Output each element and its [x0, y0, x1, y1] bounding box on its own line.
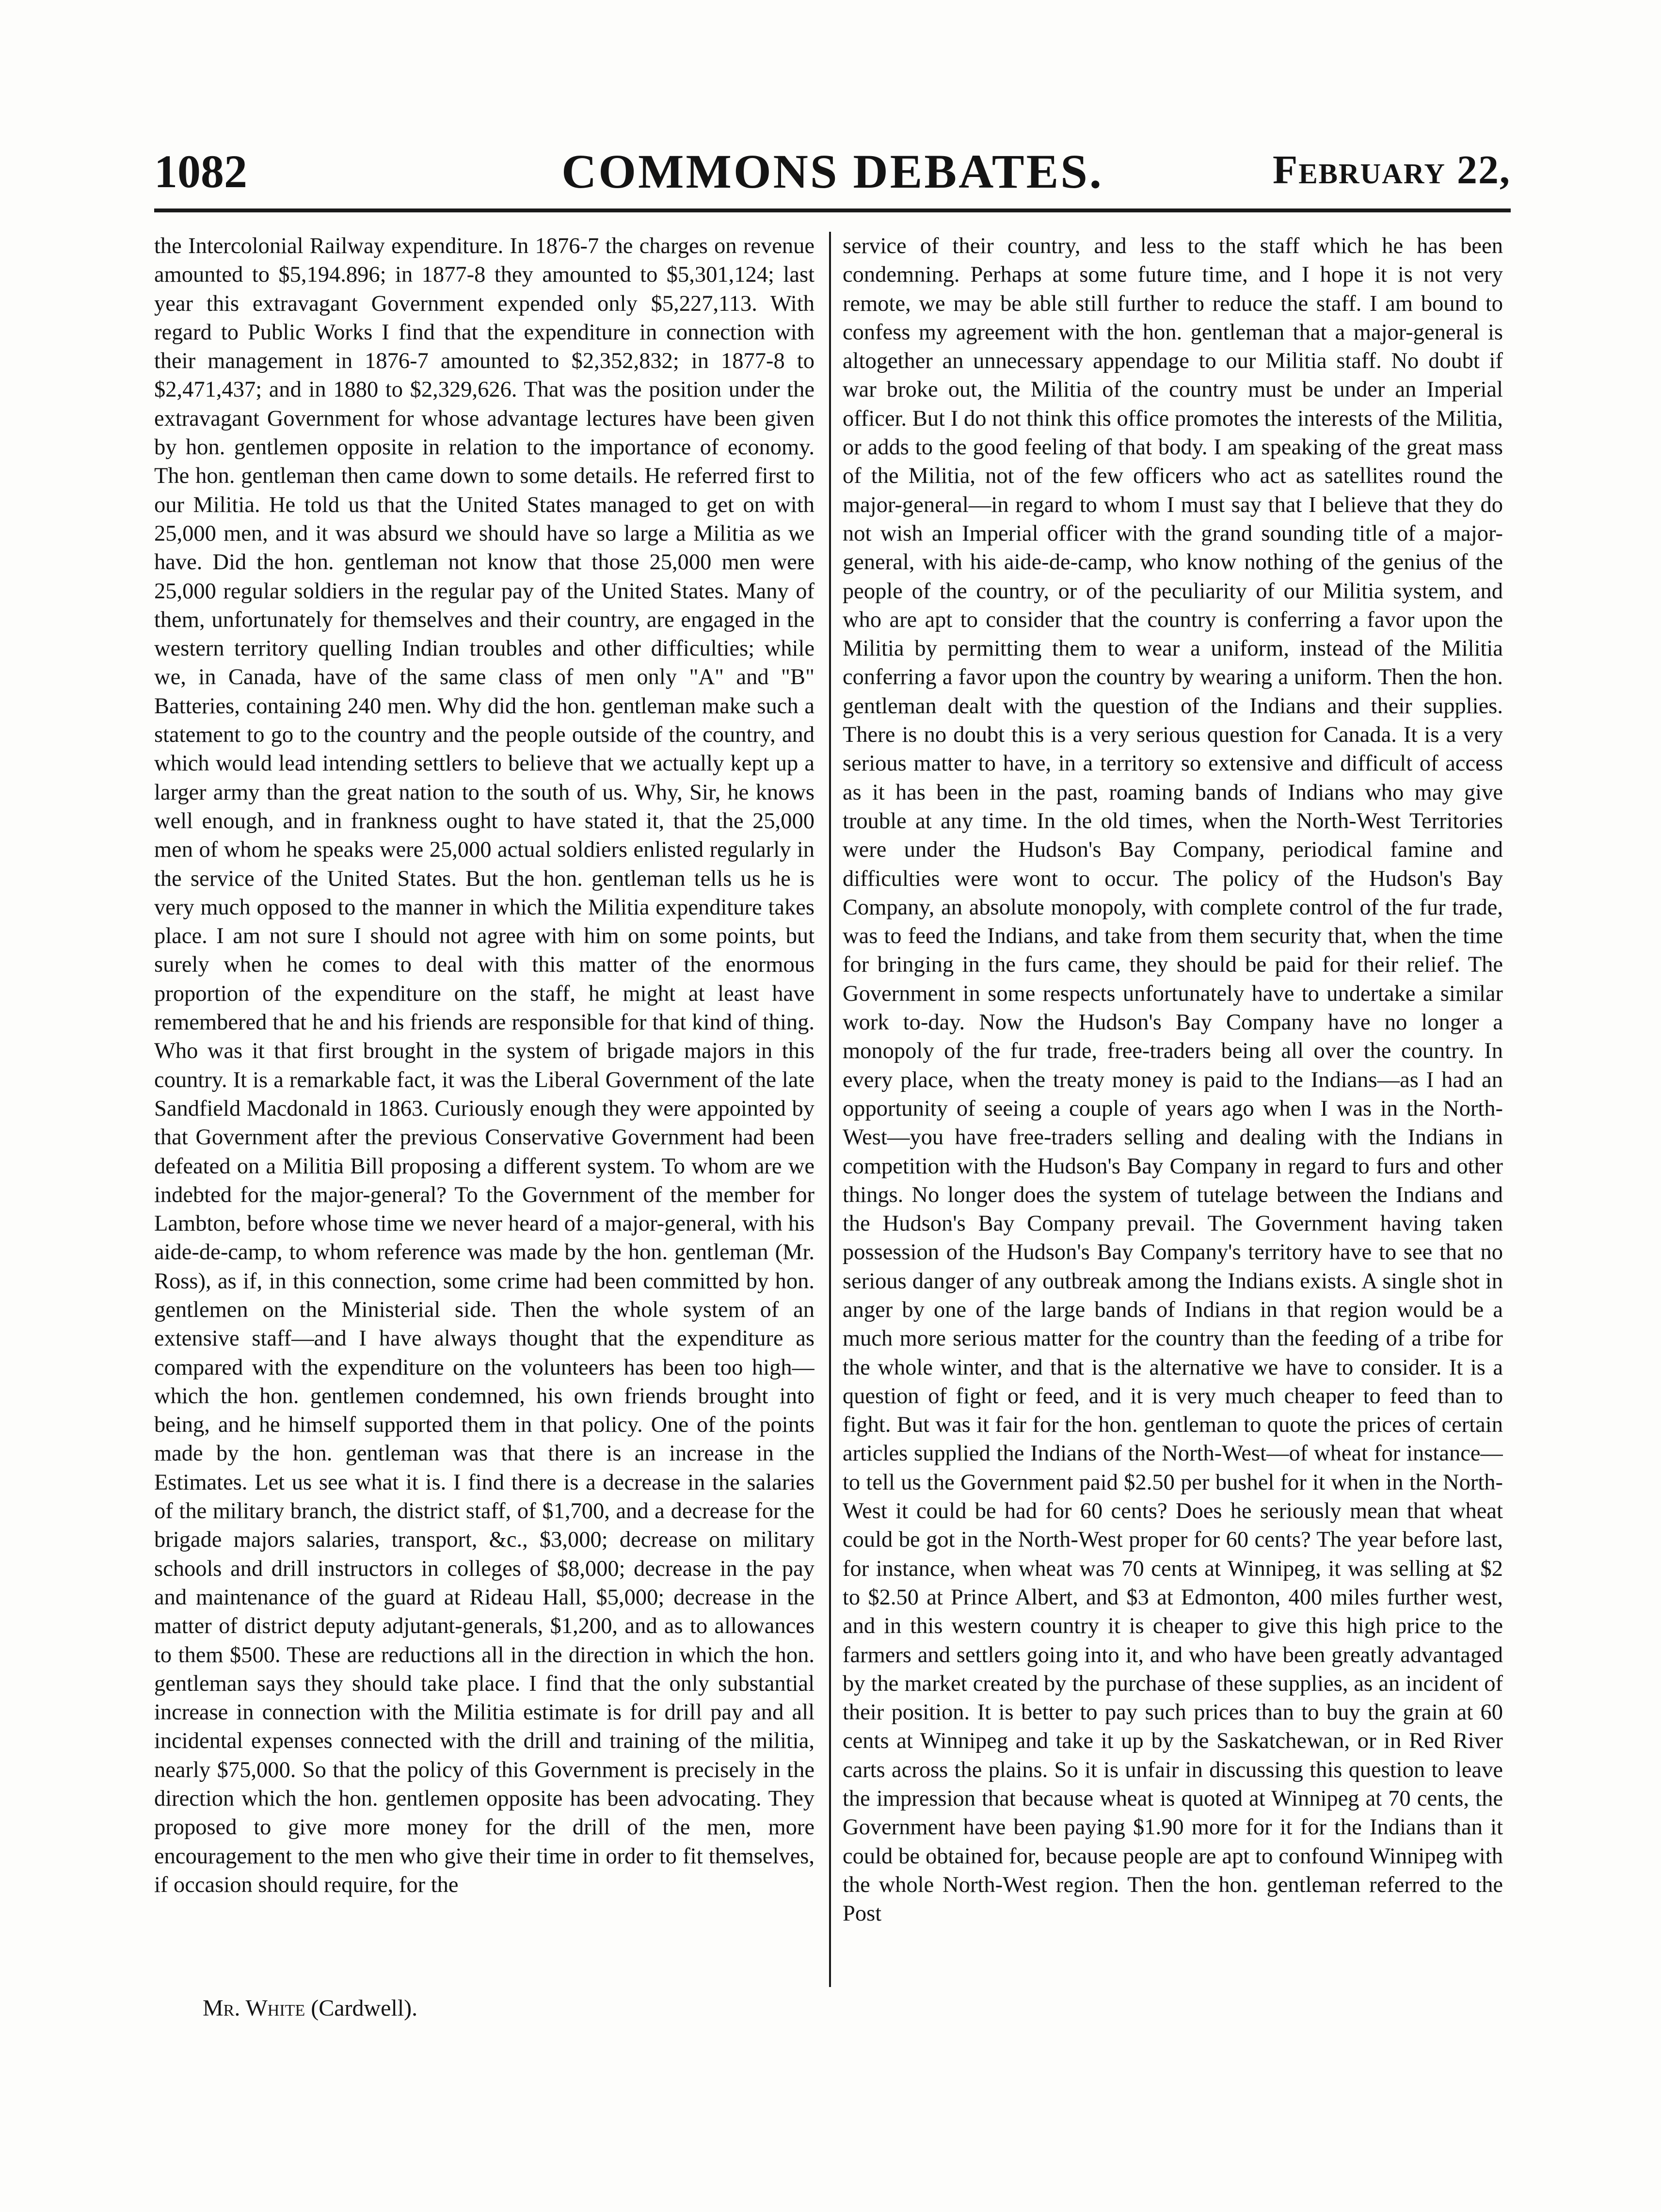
page-date: February 22,: [1273, 147, 1511, 192]
right-column-text: service of their country, and less to the staff which he has been condemning. Perhaps at some future time, and I hope it is not very remote, we may be able still further to reduce the staff. I am bound to confess my agreement with the hon. gentleman that a major-general is altogether an unnecessary appendage to our Militia staff. No doubt if war broke out, the Militia of the country must be under an Imperial officer. But I do not think this office promotes the interests of the Militia, or adds to the good feeling of that body. I am speaking of the great mass of the Militia, not of the few officers who act as satellites round the major-general—in regard to whom I must say that I believe that they do not wish an Imperial officer with the grand sounding title of a major-general, with his aide-de-camp, who know nothing of the genius of the people of the country, or of the peculiarity of our Militia system, and who are apt to consider that the country is conferring a favor upon the Militia by permitting them to wear a uniform, instead of the Militia conferring a favor upon the country by wearing a uniform. Then the hon. gentleman dealt with the question of the Indians and their supplies. There is no doubt this is a very serious question for Canada. It is a very serious matter to have, in a territory so extensive and difficult of access as it has been in the past, roaming bands of Indians who may give trouble at any time. In the old times, when the North-West Territories were under the Hudson's Bay Company, periodical famine and difficulties were wont to occur. The policy of the Hudson's Bay Company, an absolute monopoly, with complete control of the fur trade, was to feed the Indians, and take from them security that, when the time for bringing in the furs came, they should be paid for their relief. The Government in some respects unfortunately have to undertake a similar work to-day. Now the Hudson's Bay Company have no longer a monopoly of the fur trade, free-traders being all over the country. In every place, when the treaty money is paid to the Indians—as I had an opportunity of seeing a couple of years ago when I was in the North-West—you have free-traders selling and dealing with the Indians in competition with the Hudson's Bay Company in regard to furs and other things. No longer does the system of tutelage between the Indians and the Hudson's Bay Company prevail. The Government having taken possession of the Hudson's Bay Company's territory have to see that no serious danger of any outbreak among the Indians exists. A single shot in anger by one of the large bands of Indians in that region would be a much more serious matter for the country than the feeding of a tribe for the whole winter, and that is the alternative we have to consider. It is a question of fight or feed, and it is very much cheaper to feed than to fight. But was it fair for the hon. gentleman to quote the prices of certain articles supplied the Indians of the North-West—of wheat for instance—to tell us the Government paid $2.50 per bushel for it when in the North-West it could be had for 60 cents? Does he seriously mean that wheat could be got in the North-West proper for 60 cents? The year before last, for instance, when wheat was 70 cents at Winnipeg, it was selling at $2 to $2.50 at Prince Albert, and $3 at Edmonton, 400 miles further west, and in this western country it is cheaper to give this high price to the farmers and settlers going into it, and who have been greatly advantaged by the market created by the purchase of these supplies, as an incident of their position. It is better to pay such prices than to buy the grain at 60 cents at Winnipeg and take it up by the Saskatchewan, or in Red River carts across the plains. So it is unfair in discussing this question to leave the impression that because wheat is quoted at Winnipeg at 70 cents, the Government have been paying $1.90 more for it for the Indians than it could be obtained for, because people are apt to confound Winnipeg with the whole North-West region. Then the hon. gentleman referred to the Post: [843, 234, 1503, 1926]
speaker-name: Mr. White: [203, 1995, 305, 2021]
publication-title: COMMONS DEBATES.: [561, 144, 1103, 198]
header-rule: [154, 208, 1511, 212]
speaker-riding: (Cardwell).: [311, 1995, 418, 2021]
column-divider: [829, 232, 831, 1987]
right-column: [843, 232, 1503, 1987]
speaker-footer: [203, 1995, 417, 2021]
left-column-text: the Intercolonial Railway expenditure. In 1876-7 the charges on revenue amounted to $5,194.896; in 1877-8 they amounted to $5,301,124; last year this extravagant Government expended only $5,227,113. With regard to Public Works I find that the expenditure in connection with their management in 1876-7 amounted to $2,352,832; in 1877-8 to $2,471,437; and in 1880 to $2,329,626. That was the position under the extravagant Government for whose advantage lectures have been given by hon. gentlemen opposite in relation to the importance of economy. The hon. gentleman then came down to some details. He referred first to our Militia. He told us that the United States managed to get on with 25,000 men, and it was absurd we should have so large a Militia as we have. Did the hon. gentleman not know that those 25,000 men were 25,000 regular soldiers in the regular pay of the United States. Many of them, unfortunately for themselves and their country, are engaged in the western territory quelling Indian troubles and other difficulties; while we, in Canada, have of the same class of men only "A" and "B" Batteries, containing 240 men. Why did the hon. gentleman make such a statement to go to the country and the people outside of the country, and which would lead intending settlers to believe that we actually kept up a larger army than the great nation to the south of us. Why, Sir, he knows well enough, and in frankness ought to have stated it, that the 25,000 men of whom he speaks were 25,000 actual soldiers enlisted regularly in the service of the United States. But the hon. gentleman tells us he is very much opposed to the manner in which the Militia expenditure takes place. I am not sure I should not agree with him on some points, but surely when he comes to deal with this matter of the enormous proportion of the expenditure on the staff, he might at least have remembered that he and his friends are responsible for that kind of thing. Who was it that first brought in the system of brigade majors in this country. It is a remarkable fact, it was the Liberal Government of the late Sandfield Macdonald in 1863. Curiously enough they were appointed by that Government after the previous Conservative Government had been defeated on a Militia Bill proposing a different system. To whom are we indebted for the major-general? To the Government of the member for Lambton, before whose time we never heard of a major-general, with his aide-de-camp, to whom reference was made by the hon. gentleman (Mr. Ross), as if, in this connection, some crime had been committed by hon. gentlemen on the Ministerial side. Then the whole system of an extensive staff—and I have always thought that the expenditure as compared with the expenditure on the volunteers has been too high—which the hon. gentlemen condemned, his own friends brought into being, and he himself supported them in that policy. One of the points made by the hon. gentleman was that there is an increase in the Estimates. Let us see what it is. I find there is a decrease in the salaries of the military branch, the district staff, of $1,700, and a decrease for the brigade majors salaries, transport, &c., $3,000; decrease on military schools and drill instructors in colleges of $8,000; decrease in the pay and maintenance of the guard at Rideau Hall, $5,000; decrease in the matter of district deputy adjutant-generals, $1,200, and as to allowances to them $500. These are reductions all in the direction in which the hon. gentleman says they should take place. I find that the only substantial increase in connection with the Militia estimate is for drill pay and all incidental expenses connected with the drill and training of the militia, nearly $75,000. So that the policy of this Government is precisely in the direction which the hon. gentlemen opposite has been advocating. They proposed to give more money for the drill of the men, more encouragement to the men who give their time in order to fit themselves, if occasion should require, for the: [154, 234, 815, 1897]
page-number: 1082: [154, 145, 247, 197]
page-header: [154, 130, 1511, 203]
left-column: [154, 232, 815, 1987]
